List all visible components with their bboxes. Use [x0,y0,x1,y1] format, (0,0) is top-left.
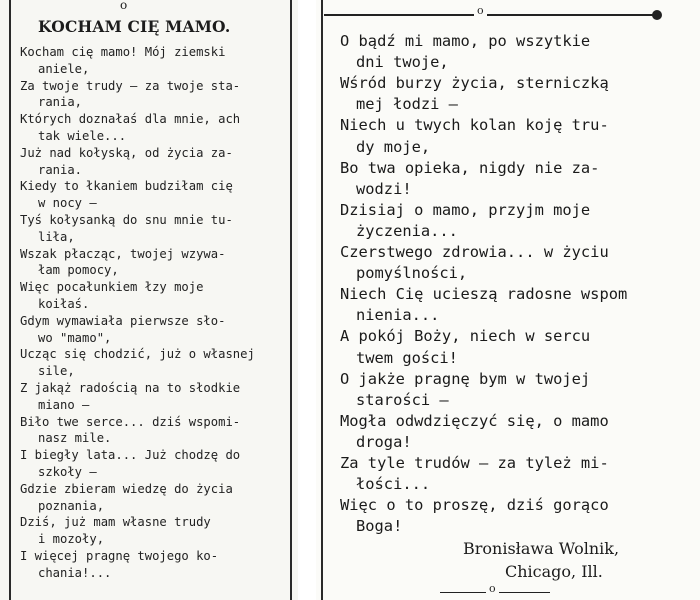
left-outer-rule [9,0,11,600]
title-ornament: o [120,0,128,12]
poem-line: szkoły — [38,465,97,479]
author-city: Chicago, Ill. [505,562,603,581]
poem-line: Których doznałaś dla mnie, ach [20,112,241,127]
poem-line: łości... [356,475,431,494]
poem-line: Z jakąż radością na to słodkie [20,381,241,395]
left-inner-rule [290,0,292,600]
poem-line: dy moje, [356,137,431,156]
bottom-ornament: o [486,582,499,595]
poem-line: Czerstwego zdrowia... w życiu [340,243,609,261]
poem-line: starości — [356,390,449,409]
poem-line: Dziś, już mam własne trudy [20,515,211,530]
poem-line: życzenia... [356,221,458,240]
poem-line: mej łodzi — [356,95,458,114]
column-gutter [298,0,316,600]
author-signature: Bronisława Wolnik, [463,539,620,558]
right-outer-rule [321,0,323,600]
poem-line: Kiedy to łkaniem budziłam cię [20,179,233,194]
poem-title: KOCHAM CIĘ MAMO. [38,17,231,36]
poem-line: Za twoje trudy — za twoje sta- [20,78,241,93]
top-ornament-rule [324,4,660,18]
poem-line: łam pomocy, [38,263,119,278]
poem-line: Wśród burzy życia, sterniczką [340,74,609,93]
poem-line: Wszak płacząc, twojej wzywa- [20,246,226,261]
poem-line: twem gości! [356,348,458,367]
poem-line: A pokój Boży, niech w sercu [340,327,591,346]
poem-line: Boga! [356,517,403,536]
poem-line: Mogła odwdzięczyć się, o mamo [340,411,609,430]
poem-line: Więc pocałunkiem łzy moje [20,280,204,295]
poem-line: Już nad kołyską, od życia za- [20,145,233,160]
poem-line: Dzisiaj o mamo, przyjm moje [340,200,591,219]
bottom-ornament-rule [440,582,550,599]
top-ornament: o [474,4,487,17]
poem-line: O bądź mi mamo, po wszytkie [340,32,591,50]
poem-line: Biło twe serce... dziś wspomi- [20,414,241,429]
poem-line: koiłaś. [38,297,90,311]
poem-line: droga! [356,432,412,451]
poem-line: w nocy — [38,196,97,211]
poem-line: chania!... [38,565,112,580]
poem-line: Gdym wymawiała pierwsze sło- [20,313,226,328]
poem-line: pomyślności, [356,264,468,283]
poem-line: tak wiele... [38,129,127,143]
poem-line: Kocham cię mamo! Mój ziemski [20,45,226,59]
poem-line: liła, [38,229,75,244]
poem-line: Za tyle trudów — za tyleż mi- [340,454,609,472]
poem-line: O jakże pragnę bym w twojej [340,369,591,388]
poem-line: rania. [38,162,83,177]
poem-line: Niech Cię ucieszą radosne wspom [340,285,628,304]
poem-line: wodzi! [356,179,412,198]
poem-line: nienia... [356,306,440,325]
poem-line: sile, [38,364,75,379]
poem-line: aniele, [38,61,90,76]
poem-line: Ucząc się chodzić, już o własnej [20,347,255,362]
poem-line: Niech u twych kolan koję tru- [340,116,609,135]
poem-line: Bo twa opieka, nigdy nie za- [340,158,600,177]
poem-line: wo "mamo", [38,330,112,345]
poem-line: Więc o to proszę, dziś gorąco [340,496,609,515]
poem-line: poznania, [38,498,105,513]
poem-line: I więcej pragnę twojego ko- [20,549,219,563]
poem-line: I biegły lata... Już chodzę do [20,448,241,463]
poem-line: Tyś kołysanką do snu mnie tu- [20,213,233,227]
left-column [0,0,298,600]
poem-line: rania, [38,95,83,110]
poem-line: dni twoje, [356,53,449,72]
poem-line: Gdzie zbieram wiedzę do życia [20,481,233,496]
poem-line: nasz mile. [38,431,112,446]
poem-line: miano — [38,397,90,412]
poem-line: i mozoły, [38,532,105,547]
